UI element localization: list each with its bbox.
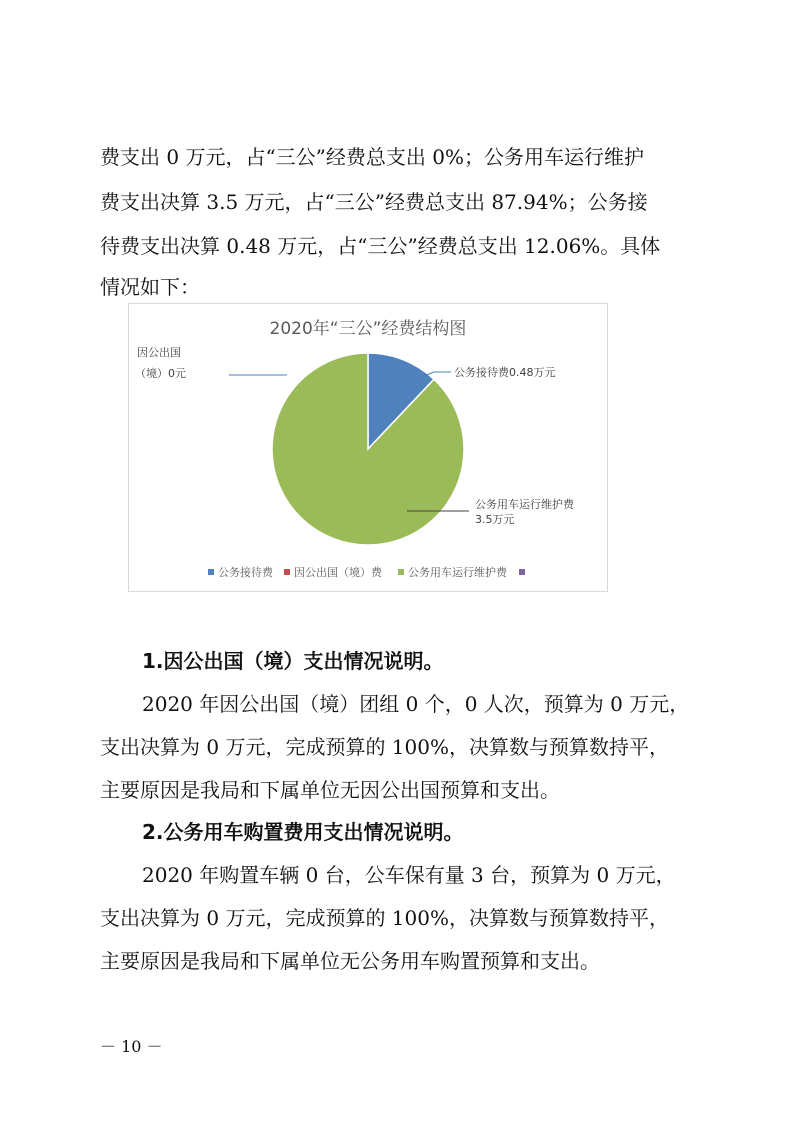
chart-title: 2020年“三公”经费结构图 bbox=[269, 319, 467, 339]
section1-heading: 1.因公出国（境）支出情况说明。 bbox=[142, 649, 444, 673]
data-label-overseas-line1: 因公出国 bbox=[137, 346, 181, 359]
legend-swatch-vehicle bbox=[398, 569, 404, 575]
pie-slice-vehicle bbox=[272, 353, 464, 545]
section2-heading: 2.公务用车购置费用支出情况说明。 bbox=[142, 820, 464, 844]
section2-line-3: 主要原因是我局和下属单位无公务用车购置预算和支出。 bbox=[100, 949, 600, 973]
intro-line-3: 待费支出决算 0.48 万元，占“三公”经费总支出 12.06%。具体 bbox=[100, 234, 661, 258]
data-label-vehicle-line2: 3.5万元 bbox=[475, 513, 515, 526]
section2-line-2: 支出决算为 0 万元，完成预算的 100%，决算数与预算数持平， bbox=[100, 906, 669, 930]
section1-line-3: 主要原因是我局和下属单位无因公出国预算和支出。 bbox=[100, 778, 560, 802]
legend-label-vehicle: 公务用车运行维护费 bbox=[408, 566, 507, 579]
section1-line-2: 支出决算为 0 万元，完成预算的 100%，决算数与预算数持平， bbox=[100, 735, 669, 759]
pie-chart bbox=[129, 304, 607, 591]
legend-swatch-overseas bbox=[284, 569, 290, 575]
legend-swatch-reception bbox=[208, 569, 214, 575]
intro-line-2: 费支出决算 3.5 万元，占“三公”经费总支出 87.94%；公务接 bbox=[100, 190, 648, 214]
legend-swatch-other bbox=[519, 569, 525, 575]
legend-label-reception: 公务接待费 bbox=[218, 566, 273, 579]
intro-line-1: 费支出 0 万元，占“三公”经费总支出 0%；公务用车运行维护 bbox=[100, 145, 644, 169]
data-label-vehicle-line1: 公务用车运行维护费 bbox=[475, 498, 574, 511]
section2-line-1: 2020 年购置车辆 0 台，公车保有量 3 台，预算为 0 万元， bbox=[142, 863, 676, 887]
chart-legend bbox=[208, 565, 525, 579]
data-label-overseas-line2: （境）0元 bbox=[135, 367, 186, 380]
legend-label-overseas: 因公出国（境）费 bbox=[294, 566, 382, 579]
section1-line-1: 2020 年因公出国（境）团组 0 个，0 人次，预算为 0 万元， bbox=[142, 692, 690, 716]
intro-line-4: 情况如下： bbox=[100, 275, 200, 299]
data-label-reception: 公务接待费0.48万元 bbox=[454, 366, 556, 379]
pie-chart-frame bbox=[128, 303, 608, 592]
page-number: － 10 － bbox=[100, 1037, 163, 1056]
